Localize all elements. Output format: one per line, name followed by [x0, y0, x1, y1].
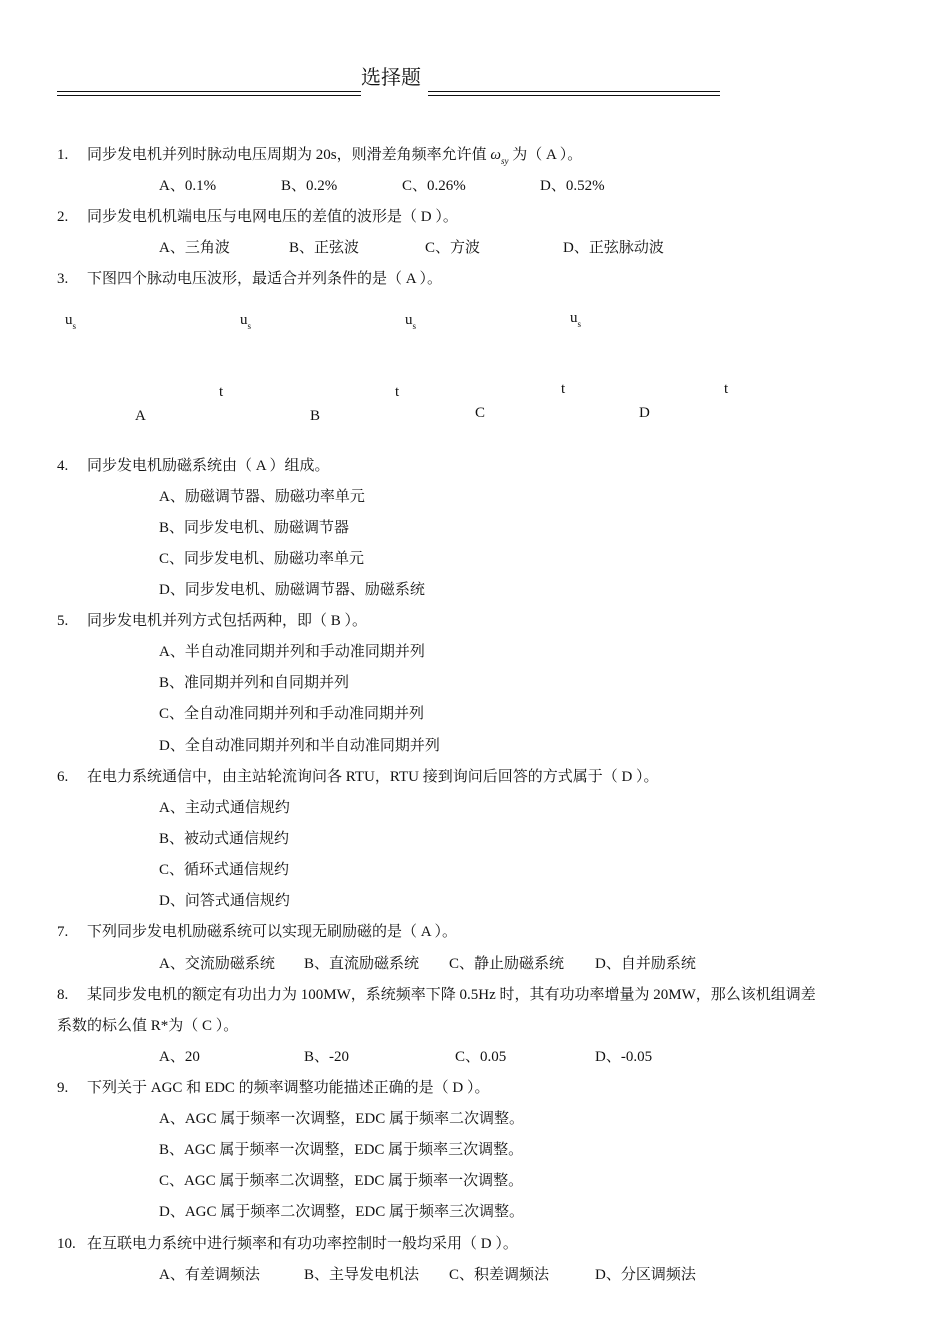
question-number: 4. — [57, 458, 69, 474]
waveform-c-axis-label: $u_s$ — [405, 312, 417, 331]
option-7c: C、静止励磁系统 — [449, 956, 565, 972]
option-9b: B、AGC 属于频率一次调整，EDC 属于频率三次调整。 — [159, 1142, 524, 1158]
option-6b: B、被动式通信规约 — [159, 831, 290, 847]
option-8c: C、0.05 — [455, 1049, 507, 1065]
question-number: 8. — [57, 987, 69, 1003]
option-2b: B、正弦波 — [289, 240, 360, 256]
question-text: 同步发电机并列时脉动电压周期为 20s，则滑差角频率允许值 — [87, 147, 491, 163]
option-5d: D、全自动准同期并列和半自动准同期并列 — [159, 738, 440, 754]
question-8 — [57, 985, 816, 1005]
option-5a: A、半自动准同期并列和手动准同期并列 — [159, 644, 425, 660]
question-text: 某同步发电机的额定有功出力为 100MW，系统频率下降 0.5Hz 时，其有功功率增量为 20MW，那么该机组调差 — [87, 987, 816, 1003]
option-10a: A、有差调频法 — [159, 1267, 260, 1283]
question-number: 3. — [57, 271, 69, 287]
question-number: 9. — [57, 1080, 69, 1096]
waveform-b-time-label: t — [395, 384, 400, 400]
question-9 — [57, 1078, 490, 1098]
waveform-d-label: D — [639, 405, 650, 421]
option-10b: B、主导发电机法 — [304, 1267, 420, 1283]
question-1 — [57, 145, 582, 166]
question-number: 6. — [57, 769, 69, 785]
question-number: 1. — [57, 147, 69, 163]
question-text: 同步发电机机端电压与电网电压的差值的波形是（ D ）。 — [87, 209, 458, 225]
option-6a: A、主动式通信规约 — [159, 800, 290, 816]
waveform-d-time-label: t — [724, 381, 729, 397]
question-text: 同步发电机并列方式包括两种，即（ B ）。 — [87, 613, 368, 629]
option-4d: D、同步发电机、励磁调节器、励磁系统 — [159, 582, 425, 598]
option-2c: C、方波 — [425, 240, 481, 256]
option-1b: B、0.2% — [281, 178, 338, 194]
question-7 — [57, 922, 457, 942]
question-text: 同步发电机励磁系统由（ A ）组成。 — [87, 458, 330, 474]
question-text: 下列同步发电机励磁系统可以实现无刷励磁的是（ A ）。 — [87, 924, 458, 940]
waveform-b-axis-label: $u_s$ — [240, 312, 252, 331]
waveform-a-label: A — [135, 408, 146, 424]
option-7a: A、交流励磁系统 — [159, 956, 275, 972]
question-text: 在电力系统通信中，由主站轮流询问各 RTU，RTU 接到询问后回答的方式属于（ D ）。 — [87, 769, 659, 785]
question-number: 7. — [57, 924, 69, 940]
question-6 — [57, 767, 659, 787]
option-2a: A、三角波 — [159, 240, 230, 256]
waveform-d-axis-label: $u_s$ — [570, 310, 582, 329]
option-1d: D、0.52% — [540, 178, 605, 194]
option-10d: D、分区调频法 — [595, 1267, 696, 1283]
omega-symbol: ω — [490, 147, 501, 163]
option-10c: C、积差调频法 — [449, 1267, 550, 1283]
option-4b: B、同步发电机、励磁调节器 — [159, 520, 350, 536]
question-4 — [57, 456, 330, 476]
omega-subscript: sy — [500, 156, 509, 166]
question-5 — [57, 611, 367, 631]
question-number: 2. — [57, 209, 69, 225]
waveform-a-time-label: t — [219, 384, 224, 400]
question-text-after: 为（ A ）。 — [508, 147, 583, 163]
option-1a: A、0.1% — [159, 178, 217, 194]
option-9d: D、AGC 属于频率二次调整，EDC 属于频率三次调整。 — [159, 1204, 525, 1220]
option-7d: D、自并励系统 — [595, 956, 696, 972]
question-8-continued: 系数的标么值 R*为（ C ）。 — [57, 1018, 239, 1034]
option-1c: C、0.26% — [402, 178, 466, 194]
question-2 — [57, 207, 458, 227]
option-2d: D、正弦脉动波 — [563, 240, 664, 256]
question-3 — [57, 269, 442, 289]
option-9a: A、AGC 属于频率一次调整，EDC 属于频率二次调整。 — [159, 1111, 525, 1127]
option-8d: D、-0.05 — [595, 1049, 653, 1065]
option-5b: B、准同期并列和自同期并列 — [159, 675, 350, 691]
waveform-c-label: C — [475, 405, 486, 421]
title-rule-left — [57, 91, 361, 96]
question-number: 5. — [57, 613, 69, 629]
waveform-b-label: B — [310, 408, 321, 424]
option-5c: C、全自动准同期并列和手动准同期并列 — [159, 706, 425, 722]
option-9c: C、AGC 属于频率二次调整，EDC 属于频率一次调整。 — [159, 1173, 524, 1189]
title-rule-right — [428, 91, 720, 96]
page-title: 选择题 — [361, 67, 421, 89]
option-4c: C、同步发电机、励磁功率单元 — [159, 551, 365, 567]
waveform-a-axis-label: $u_s$ — [65, 312, 77, 331]
option-8a: A、20 — [159, 1049, 200, 1065]
waveform-c-time-label: t — [561, 381, 566, 397]
option-7b: B、直流励磁系统 — [304, 956, 420, 972]
question-text: 下列关于 AGC 和 EDC 的频率调整功能描述正确的是（ D ）。 — [87, 1080, 490, 1096]
option-8b: B、-20 — [304, 1049, 350, 1065]
option-6d: D、问答式通信规约 — [159, 893, 290, 909]
question-text: 下图四个脉动电压波形，最适合并列条件的是（ A ）。 — [87, 271, 443, 287]
question-number: 10. — [57, 1236, 76, 1252]
question-text: 在互联电力系统中进行频率和有功功率控制时一般均采用（ D ）。 — [87, 1236, 518, 1252]
option-6c: C、循环式通信规约 — [159, 862, 290, 878]
option-4a: A、励磁调节器、励磁功率单元 — [159, 489, 365, 505]
question-10 — [57, 1234, 518, 1254]
